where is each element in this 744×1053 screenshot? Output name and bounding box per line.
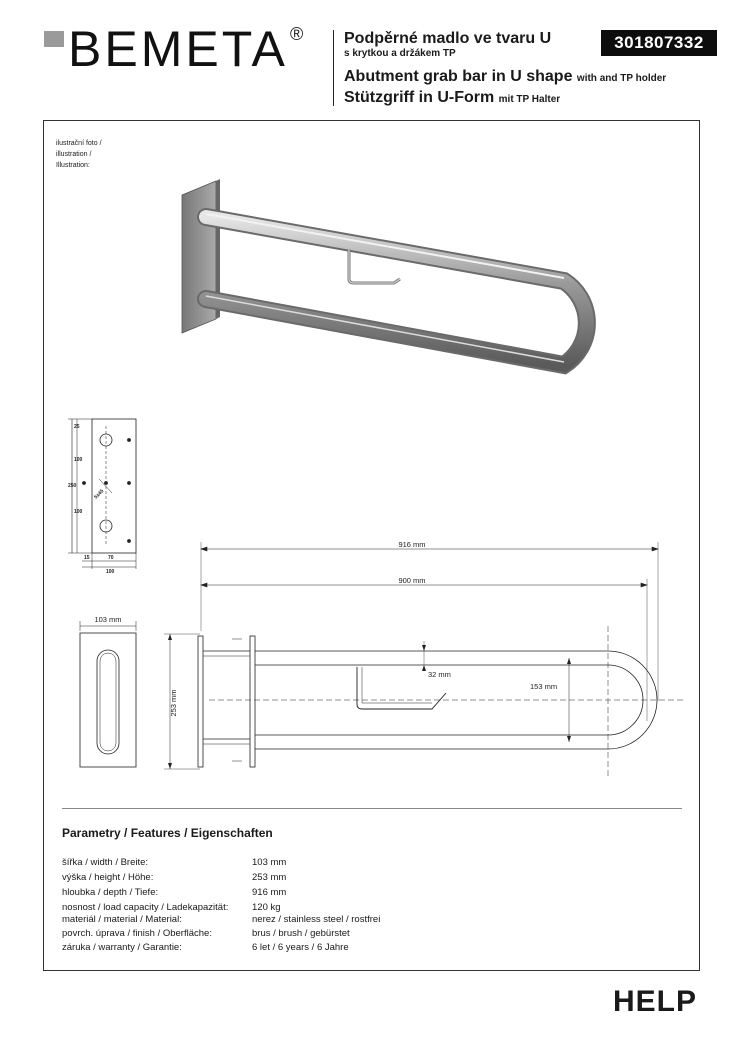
registered-mark: ® — [290, 24, 304, 44]
title-english-sub: with and TP holder — [576, 73, 667, 84]
feature-label: materiál / material / Material: — [62, 914, 182, 925]
plate-dim-15: 15 — [84, 555, 90, 561]
feature-row — [62, 941, 349, 954]
feature-value: 120 kg — [252, 902, 281, 913]
feature-value: nerez / stainless steel / rostfrei — [252, 914, 381, 925]
features-divider — [62, 808, 682, 809]
illustration-note-line: ilustrační foto / — [56, 140, 102, 147]
feature-label: hloubka / depth / Tiefe: — [62, 887, 159, 898]
illustration-note-line: Illustration: — [56, 162, 90, 169]
feature-row — [62, 871, 287, 884]
feature-label: povrch. úprava / finish / Oberfläche: — [62, 928, 212, 939]
plate-dim-100-width: 100 — [106, 569, 115, 575]
plate-dim-25: 25 — [74, 424, 80, 430]
feature-value: brus / brush / gebürstet — [252, 928, 350, 939]
title-czech: Podpěrné madlo ve tvaru U — [344, 30, 552, 47]
title-german-sub: mit TP Halter — [498, 94, 561, 105]
plate-dim-100-top: 100 — [74, 457, 83, 463]
product-illustration — [182, 179, 587, 365]
feature-value: 253 mm — [252, 872, 287, 883]
feature-value: 103 mm — [252, 857, 287, 868]
illustration-note-line: illustration / — [56, 151, 92, 158]
feature-label: výška / height / Höhe: — [62, 872, 154, 883]
series-name: HELP — [613, 985, 698, 1018]
dim-103: 103 mm — [94, 615, 122, 624]
title-english-main: Abutment grab bar in U shape — [344, 68, 573, 85]
technical-drawing — [44, 121, 699, 801]
product-code: 301807332 — [601, 30, 717, 56]
feature-row — [62, 856, 287, 869]
brand-logo: BEMETA — [68, 21, 288, 77]
plate-dim-250: 250 — [68, 483, 77, 489]
feature-label: záruka / warranty / Garantie: — [62, 942, 182, 953]
header-divider — [333, 30, 334, 106]
length-dimensions — [201, 542, 658, 721]
title-german — [344, 89, 560, 109]
logo-mark — [44, 31, 64, 47]
feature-row — [62, 886, 287, 899]
title-german-main: Stützgriff in U-Form — [344, 89, 495, 106]
dim-32: 32 mm — [428, 670, 451, 679]
feature-value: 916 mm — [252, 887, 287, 898]
title-english — [344, 68, 666, 88]
plate-dim-100-bottom: 100 — [74, 509, 83, 515]
dim-916: 916 mm — [398, 540, 426, 549]
plate-dim-holes: 5x45 — [93, 488, 106, 501]
feature-label: nosnost / load capacity / Ladekapazität: — [62, 902, 229, 913]
title-czech-sub: s krytkou a držákem TP — [344, 48, 456, 59]
feature-row — [62, 927, 350, 940]
feature-label: šířka / width / Breite: — [62, 857, 149, 868]
dim-900: 900 mm — [398, 576, 426, 585]
feature-row — [62, 913, 381, 926]
feature-value: 6 let / 6 years / 6 Jahre — [252, 942, 349, 953]
features-title: Parametry / Features / Eigenschaften — [62, 826, 273, 840]
dim-253: 253 mm — [169, 689, 178, 717]
front-view — [80, 621, 136, 767]
dim-153: 153 mm — [530, 682, 558, 691]
plate-dim-70: 70 — [108, 555, 114, 561]
